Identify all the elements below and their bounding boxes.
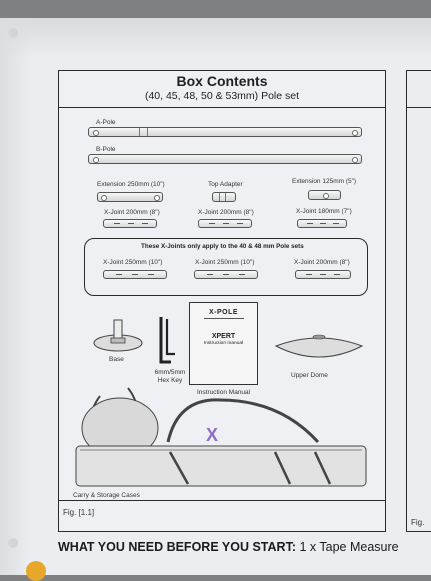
bag-logo: X — [206, 425, 219, 445]
next-figure-frame — [406, 70, 431, 532]
instruction-manual-label: Instruction Manual — [197, 389, 251, 396]
extension-125-label: Extension 125mm (5") — [292, 178, 357, 185]
extension-125-illustration — [308, 190, 341, 200]
xjoint-200-b-illustration — [198, 219, 252, 228]
xjoint-applicability-note: These X-Joints only apply to the 40 & 48 mm Pole sets — [141, 243, 304, 250]
extension-250-illustration — [97, 192, 163, 202]
page-title: Box Contents — [176, 73, 268, 89]
xjoint-250-a-illustration — [103, 270, 167, 279]
side-figure-label: Fig. — [411, 518, 425, 527]
figure-header — [59, 71, 385, 108]
xjoint-250-a-label: X-Joint 250mm (10") — [103, 259, 163, 266]
footer-item: 1 x Tape Measure — [295, 540, 399, 554]
base-illustration — [90, 316, 150, 356]
punch-hole — [8, 28, 18, 38]
xjoint-200-b-label: X-Joint 200mm (8") — [198, 209, 254, 216]
figure-divider — [58, 500, 386, 501]
top-adapter-label: Top Adapter — [208, 181, 243, 188]
xjoint-200-panel-illustration — [295, 270, 351, 279]
instruction-manual-illustration — [189, 302, 258, 385]
top-adapter-illustration — [212, 192, 236, 202]
yellow-badge — [26, 561, 46, 581]
carry-cases-label: Carry & Storage Cases — [73, 492, 140, 499]
page-subtitle: (40, 45, 48, 50 & 53mm) Pole set — [144, 90, 300, 102]
b-pole-label: B-Pole — [96, 146, 116, 153]
manual-product: XPERT — [211, 333, 236, 340]
hex-key-label: 6mm/5mm Hex Key — [154, 369, 186, 384]
xjoint-180-illustration — [297, 219, 347, 228]
upper-dome-illustration — [272, 328, 366, 368]
manual-brand: X-POLE — [208, 309, 239, 316]
xjoint-200-panel-label: X-Joint 200mm (8") — [294, 259, 350, 266]
b-pole-illustration — [88, 154, 362, 164]
footer-heading: WHAT YOU NEED BEFORE YOU START: — [58, 540, 296, 554]
xjoint-180-label: X-Joint 180mm (7") — [296, 208, 352, 215]
figure-label: Fig. [1.1] — [63, 508, 95, 517]
upper-dome-label: Upper Dome — [291, 372, 328, 379]
xjoint-200-a-illustration — [103, 219, 157, 228]
xjoint-250-b-label: X-Joint 250mm (10") — [195, 259, 255, 266]
manual-cover-subtitle: Instruction manual — [203, 341, 244, 346]
base-label: Base — [109, 356, 124, 363]
a-pole-label: A-Pole — [96, 119, 116, 126]
hex-key-icon — [155, 314, 179, 368]
carry-storage-cases-illustration — [70, 378, 376, 504]
a-pole-illustration — [88, 127, 362, 137]
extension-250-label: Extension 250mm (10") — [97, 181, 165, 188]
before-you-start-heading — [58, 540, 399, 554]
xjoint-200-a-label: X-Joint 200mm (8") — [104, 209, 160, 216]
xjoint-250-b-illustration — [194, 270, 258, 279]
punch-hole — [8, 538, 18, 548]
